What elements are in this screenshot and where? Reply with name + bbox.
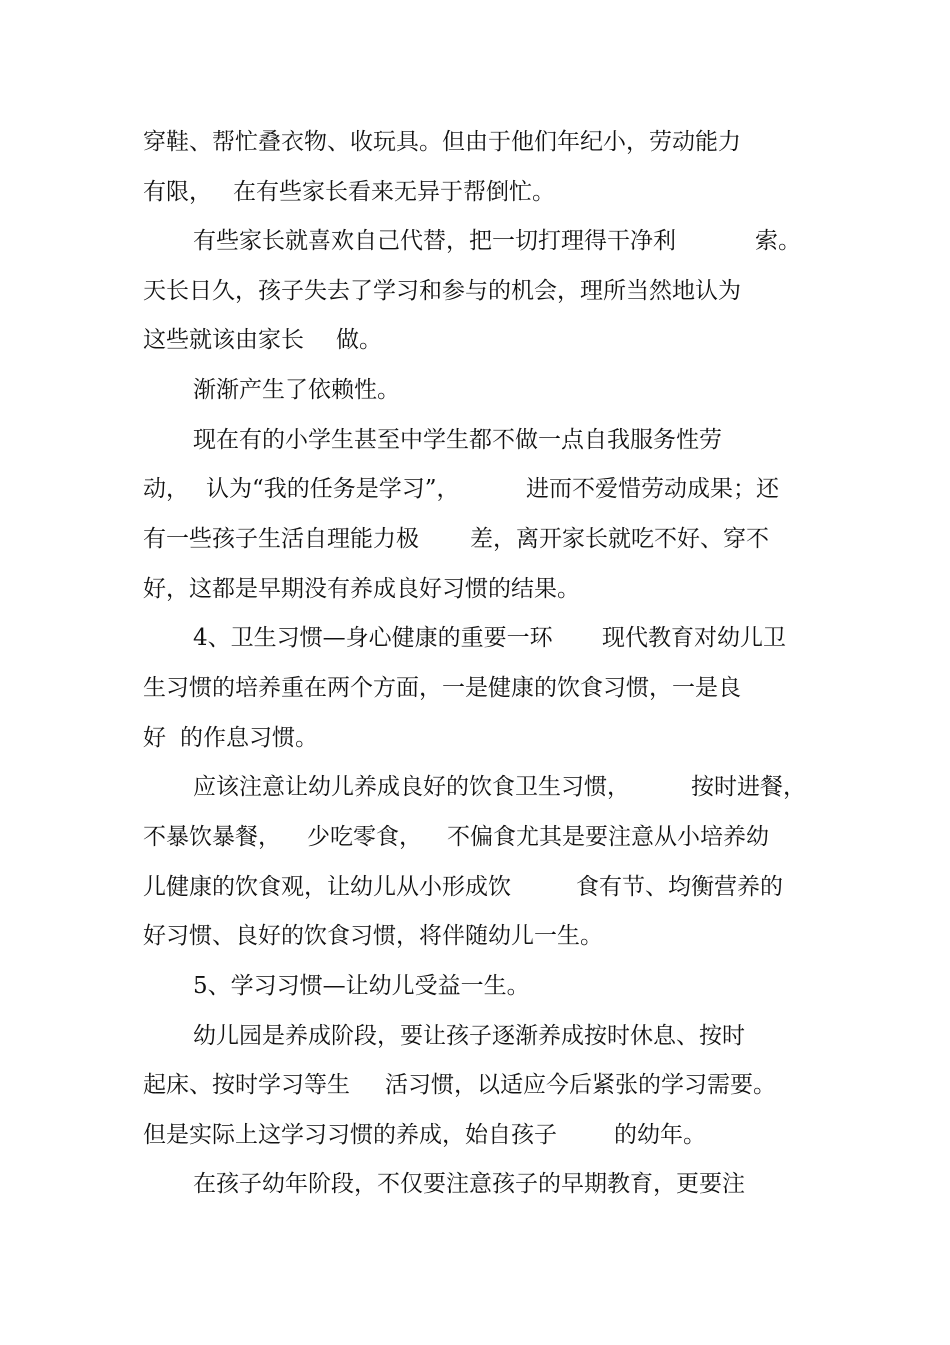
text-segment: 儿健康的饮食观，让幼儿从小形成饮 (143, 874, 511, 900)
text-segment: 好，这都是早期没有养成良好习惯的结果。 (143, 576, 580, 602)
text-segment: 有限， (143, 179, 212, 205)
text-segment: 好习惯、良好的饮食习惯，将伴随幼儿一生。 (143, 923, 603, 949)
text-segment: 天长日久，孩子失去了学习和参与的机会，理所当然地认为 (143, 278, 741, 304)
text-segment: 4、卫生习惯—身心健康的重要一环 (193, 625, 553, 651)
text-segment: 进而不爱惜劳动成果；还 (526, 476, 779, 502)
text-segment: 食有节、均衡营养的 (576, 874, 783, 900)
text-segment: 的幼年。 (614, 1122, 706, 1148)
text-segment: 做。 (336, 327, 382, 353)
text-segment: 起床、按时学习等生 (143, 1072, 350, 1098)
text-segment: 幼儿园是养成阶段，要让孩子逐渐养成按时休息、按时 (193, 1023, 745, 1049)
text-segment: 好 (143, 725, 166, 751)
text-segment: 应该注意让幼儿养成良好的饮食卫生习惯， (193, 774, 630, 800)
text-segment: 索。 (755, 228, 801, 254)
text-segment: 有些家长就喜欢自己代替，把一切打理得干净利 (193, 228, 676, 254)
text-segment: 在有些家长看来无异于帮倒忙。 (233, 179, 555, 205)
text-segment: 现在有的小学生甚至中学生都不做一点自我服务性劳 (193, 427, 722, 453)
text-segment: 在孩子幼年阶段，不仅要注意孩子的早期教育，更要注 (193, 1171, 745, 1197)
text-segment: 不偏食尤其是要注意从小培养幼 (447, 824, 769, 850)
text-segment: 的作息习惯。 (180, 725, 318, 751)
text-segment: 现代教育对幼儿卫 (602, 625, 786, 651)
text-segment: 不暴饮暴餐， (143, 824, 281, 850)
text-segment: 5、学习习惯—让幼儿受益一生。 (193, 973, 530, 999)
text-segment: 少吃零食， (307, 824, 422, 850)
text-segment: 穿鞋、帮忙叠衣物、收玩具。但由于他们年纪小，劳动能力 (143, 129, 741, 155)
text-segment: 渐渐产生了依赖性。 (193, 377, 400, 403)
text-segment: 差，离开家长就吃不好、穿不 (470, 526, 769, 552)
text-segment: 有一些孩子生活自理能力极 (143, 526, 419, 552)
text-segment: 这些就该由家长 (143, 327, 304, 353)
text-segment: 但是实际上这学习习惯的养成，始自孩子 (143, 1122, 557, 1148)
text-segment: 认为“我的任务是学习”， (206, 476, 460, 502)
text-segment: 按时进餐， (691, 774, 806, 800)
text-segment: 动， (143, 476, 189, 502)
text-segment: 生习惯的培养重在两个方面，一是健康的饮食习惯，一是良 (143, 675, 741, 701)
text-segment: 活习惯，以适应今后紧张的学习需要。 (385, 1072, 776, 1098)
